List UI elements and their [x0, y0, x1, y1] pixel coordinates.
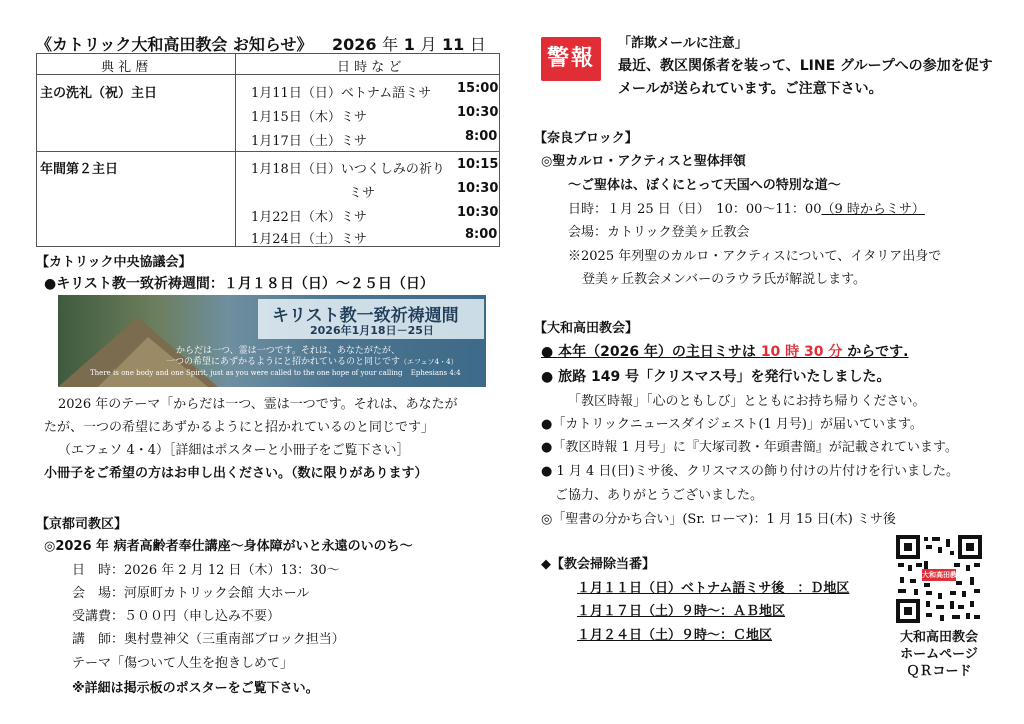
page-title [36, 32, 486, 55]
christmas-notice: ● 1 月 4 日(日)ミサ後、クリスマスの飾り付けの片付けを行いました。 [541, 464, 960, 479]
table-divider [37, 151, 499, 152]
banner-verse-en-line: There is one body and one Spirit, just as you were called to the one hope of your calling [90, 369, 403, 377]
row-time: 8:00 [465, 129, 498, 144]
row-event: いつくしみの祈り [340, 162, 445, 177]
table-header-datetime: 日 時 な ど [337, 60, 402, 75]
issue-day-suffix: 日 [469, 35, 486, 54]
issue-month-suffix: 月 [420, 35, 437, 54]
cleaning-duty-row: １月２４日（土）９時～：Ｃ地区 [577, 628, 773, 643]
kyoto-detail: テーマ「傷ついて人生を抱きしめて」 [72, 656, 294, 671]
row-event: ミサ [340, 134, 367, 149]
liturgy-group-name: 主の洗礼（祝）主日 [40, 86, 158, 101]
table-row [251, 228, 367, 247]
kyoto-note: ※詳細は掲示板のポスターをご覧下さい。 [72, 681, 319, 696]
banner-dates: 2026年1月18日－25日 [310, 324, 434, 337]
cleaning-duty-row: １月１７日（土）９時～：ＡＢ地区 [577, 604, 786, 619]
row-date: 1月17日 [251, 134, 302, 149]
nara-datetime [568, 198, 925, 217]
nara-note: ※2025 年列聖のカルロ・アクティスについて、イタリア出身で [568, 249, 942, 264]
table-row [251, 130, 367, 149]
sunday-mass-prefix: ● 本年（2026 年）の主日ミサは [541, 344, 761, 360]
theme-line: （エフェソ 4・4）［詳細はポスターと小冊子をご覧下さい］ [58, 443, 410, 458]
section-heading-central-council: 【カトリック中央協議会】 [36, 255, 192, 270]
section-heading-nara: 【奈良ブロック】 [534, 131, 638, 146]
qr-badge-label: 大和高田教会 [922, 571, 964, 579]
table-divider [235, 54, 236, 246]
nara-note: 登美ヶ丘教会メンバーのラウラ氏が解説します。 [582, 272, 867, 287]
bible-sharing-notice: ◎「聖書の分かち合い」(Sr. ローマ)：1 月 15 日(木) ミサ後 [541, 512, 896, 527]
row-date: 1月24日 [251, 232, 302, 247]
section-heading-kyoto: 【京都司教区】 [36, 517, 128, 532]
kyoto-detail: 受講費：５００円（申し込み不要） [72, 609, 281, 624]
row-time: 10:30 [457, 181, 499, 196]
issue-day: 11 [442, 35, 465, 54]
qr-caption: ホームページ [900, 647, 978, 662]
sunday-mass-suffix: からです. [842, 344, 909, 360]
qr-caption: ＱＲコード [906, 664, 972, 679]
tabiji-notice: ● 旅路 149 号「クリスマス号」を発行いたしました。 [541, 369, 891, 385]
issue-year: 2026 [332, 35, 377, 54]
warning-text: メールが送られています。ご注意下さい。 [618, 81, 883, 97]
cleaning-duty-row: １月１１日（日）ベトナム語ミサ後 ：Ｄ地区 [577, 581, 850, 596]
warning-badge: 警報 [541, 37, 601, 81]
banner-verse-jp-ref: （エフェソ4・4） [400, 358, 458, 366]
kyoto-detail: 日 時：2026 年 2 月 12 日（木）13：30～ [72, 563, 340, 578]
diocese-bulletin-notice: ●「教区時報 1 月号」に『大塚司教・年頭書簡』が記載されています。 [541, 440, 958, 455]
cleaning-duty-heading: ◆【教会掃除当番】 [541, 557, 655, 572]
kyoto-detail: 会 場：河原町カトリック会館 大ホール [72, 586, 310, 601]
nara-event-title: ◎聖カルロ・アクティスと聖体拝領 [541, 154, 746, 169]
row-time: 10:15 [457, 157, 499, 172]
nara-datetime-main: 日時：１月 25 日（日） 10：00～11：00 [568, 202, 822, 217]
unity-week-banner [58, 295, 486, 387]
banner-title: キリスト教一致祈祷週間 [272, 306, 459, 326]
nara-datetime-extra: （9 時からミサ） [821, 202, 925, 217]
unity-week-item: ●キリスト教一致祈祷週間：１月１８日（日）～２５日（日） [44, 276, 434, 292]
row-dow: （木） [301, 110, 341, 125]
table-row [349, 182, 375, 201]
sunday-mass-time: 10 時 30 分 [760, 344, 843, 360]
liturgy-table [36, 53, 500, 247]
row-event: ミサ [349, 186, 376, 201]
row-event: ベトナム語ミサ [340, 86, 432, 101]
row-dow: （木） [301, 210, 341, 225]
section-heading-yamato: 【大和高田教会】 [534, 321, 639, 336]
banner-verse-en-ref: Ephesians 4:4 [410, 369, 461, 377]
table-row [251, 206, 367, 225]
table-row [251, 82, 431, 101]
row-date: 1月15日 [251, 110, 302, 125]
row-time: 15:00 [457, 81, 499, 96]
issue-month: 1 [403, 35, 415, 54]
banner-verse-jp-line1: からだは一つ、霊は一つです。それは、あなたがたが、 [176, 346, 400, 356]
row-event: ミサ [340, 232, 367, 247]
row-dow: （日） [301, 86, 341, 101]
issue-year-suffix: 年 [382, 35, 399, 54]
kyoto-event-title: ◎2026 年 病者高齢者奉仕講座～身体障がいと永遠のいのち～ [44, 539, 413, 554]
banner-verse-en [90, 369, 461, 377]
banner-verse-jp-line2: 一つの希望にあずかるようにと招かれているのと同じです [166, 357, 401, 367]
page-title-text: 《カトリック大和高田教会 お知らせ》 [36, 35, 313, 54]
news-digest-notice: ●「カトリックニュースダイジェスト(1 月号)」が届いています。 [541, 417, 923, 432]
homepage-qr-code[interactable] [896, 535, 982, 623]
booklet-note: 小冊子をご希望の方はお申し出ください。（数に限りがあります） [44, 466, 428, 481]
table-row [251, 158, 445, 177]
warning-text: 最近、教区関係者を装って、LINE グループへの参加を促す [618, 58, 993, 74]
liturgy-group-name: 年間第２主日 [40, 162, 119, 177]
row-date: 1月22日 [251, 210, 302, 225]
nara-venue: 会場：カトリック登美ヶ丘教会 [568, 225, 750, 240]
kyoto-detail: 講 師：奥村豊神父（三重南部ブロック担当） [72, 632, 345, 647]
row-dow: （日） [301, 162, 341, 177]
row-date: 1月18日 [251, 162, 302, 177]
nara-event-subtitle: ～ご聖体は、ぼくにとって天国への特別な道～ [568, 178, 841, 193]
row-event: ミサ [340, 210, 367, 225]
christmas-thanks: ご協力、ありがとうございました。 [555, 488, 764, 503]
row-time: 8:00 [465, 227, 498, 242]
theme-line: 2026 年のテーマ「からだは一つ、霊は一つです。それは、あなたが [58, 397, 458, 412]
banner-verse-jp2 [166, 354, 458, 367]
tabiji-subtext: 「教区時報」「心のともしび」とともにお持ち帰りください。 [568, 394, 926, 409]
table-header-liturgy: 典 礼 暦 [101, 60, 149, 75]
sunday-mass-notice [541, 341, 908, 361]
theme-line: たが、一つの希望にあずかるようにと招かれているのと同じです」 [44, 420, 435, 435]
warning-title: 「詐欺メールに注意」 [618, 36, 748, 51]
qr-caption: 大和高田教会 [899, 630, 978, 645]
row-time: 10:30 [457, 205, 499, 220]
row-dow: （土） [301, 134, 341, 149]
row-dow: （土） [301, 232, 341, 247]
row-date: 1月11日 [251, 86, 302, 101]
row-time: 10:30 [457, 105, 499, 120]
row-event: ミサ [340, 110, 367, 125]
table-row [251, 106, 367, 125]
